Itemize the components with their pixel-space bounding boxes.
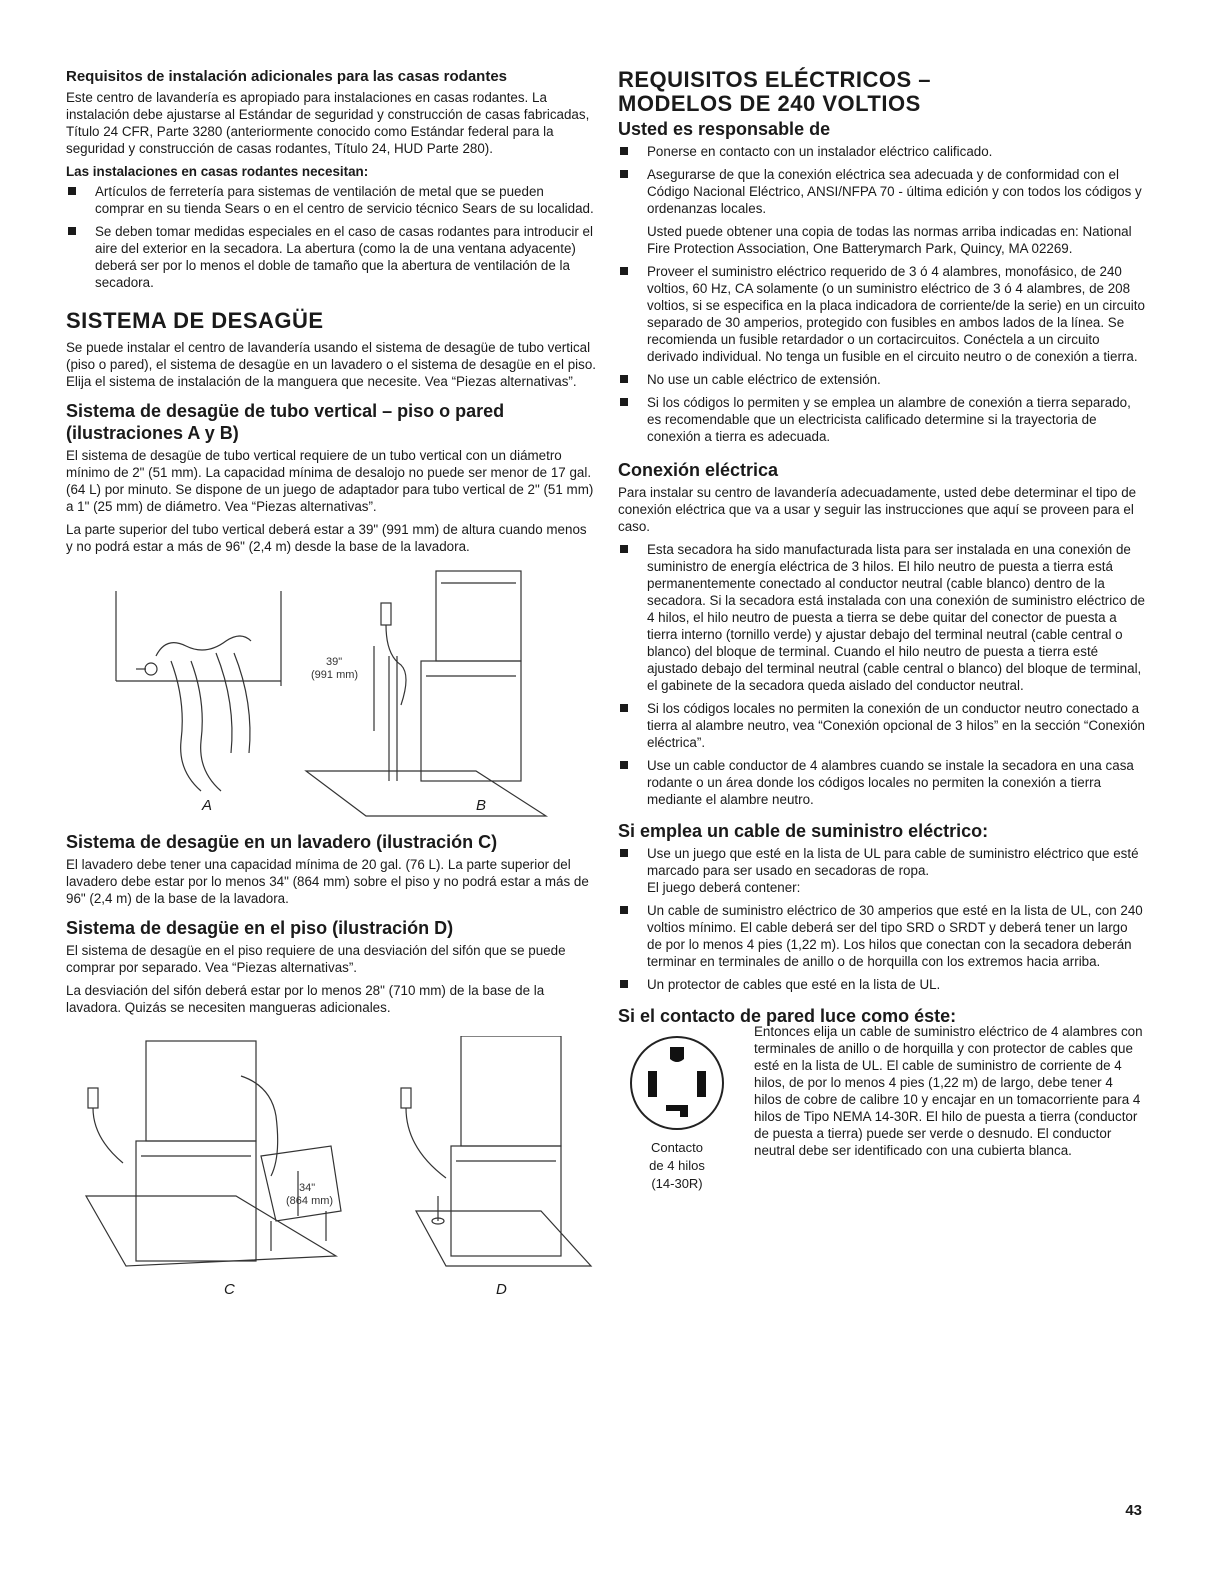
figure-b-drawing [306,571,546,816]
figure-a-b [66,561,596,821]
fig-c-dimension-2: (864 mm) [286,1195,334,1207]
bullet-item: Un cable de suministro eléctrico de 30 amperios que esté en la lista de UL, con 240 voltios mínimo. El cable deberá ser del tipo SRD o SRDT y deberá tener un largo de por lo menos 4 pies (1,22 m). Los hilos que conectan con la secadora deberán terminar en terminales de anillo o de horquilla con los extremos hacia arriba. [618,902,1146,970]
fig-c-dimension-1: 34" [299,1182,316,1194]
fig-b-dimension-1: 39" [326,656,343,668]
outlet-caption-1: Contacto [650,1140,704,1155]
right-column [618,68,1146,1213]
bullet-item: Proveer el suministro eléctrico requerido de 3 ó 4 alambres, monofásico, de 240 voltios, 60 Hz, CA solamente (o un suministro eléctrico de 3 ó 4 alambres, de 208 voltios, si se especifica en la placa indicadora de corriente/de la serie) en un circuito separado de 30 amperios, protegido con fusibles en ambos lados de la línea. Se recomienda un fusible retardador o un cortacircuitos. Conéctela a un circuito derivado individual. No tenga un fusible en el circuito neutro o de conexión a tierra. [618,263,1146,365]
electrical-connection-heading: Conexión eléctrica [618,460,779,480]
responsible-bullets [618,143,1146,217]
connection-bullets [618,541,1146,808]
bullet-item: Si los códigos lo permiten y se emplea un alambre de conexión a tierra separado, es recomendable que un electricista calificado determine si la trayectoria de conexión a tierra es adecuada. [618,394,1146,445]
mobile-home-heading: Requisitos de instalación adicionales para las casas rodantes [66,68,508,85]
bullet-item: Asegurarse de que la conexión eléctrica sea adecuada y de conformidad con el Código Nacional Eléctrico, ANSI/NFPA 70 - última edición y con todos los códigos y ordenanzas locales. [618,166,1146,217]
bullet-item: Use un cable conductor de 4 alambres cuando se instale la secadora en una casa rodante o un área donde los códigos locales no permiten la conexión a tierra mediante el alambre neutro. [618,757,1146,808]
cord-bullet-text: Use un juego que esté en la lista de UL para cable de suministro eléctrico que esté marcado para ser usado en secadoras de ropa. [647,846,1139,878]
figure-a-label: A [202,797,213,814]
fig-b-dimension-2: (991 mm) [311,669,359,681]
outlet-paragraph: Entonces elija un cable de suministro eléctrico de 4 alambres con terminales de anillo o de horquilla y con protector de cables que esté en la lista de UL. El cable de suministro de corriente de 4 hilos, de por lo menos 4 pies (1,22 m) de largo, debe tener 4 hilos de cobre de calibre 10 y encajar en un tomacorriente para 4 hilos de Tipo NEMA 14-30R. El hilo de puesta a tierra (conductor de puesta a tierra) puede ser verde o desnudo. El conductor neutral debe ser identificado con una cubierta blanca. [754,1024,1143,1158]
bullet-item: Se deben tomar medidas especiales en el caso de casas rodantes para introducir el aire del exterior en la secadora. La abertura (como la de una ventana adyacente) deberá ser por lo menos el doble de tamaño que la abertura de ventilación de la secadora. [66,223,596,291]
bullet-item: Un protector de cables que esté en la lista de UL. [618,976,1146,993]
drain-system-paragraph: Se puede instalar el centro de lavandería usando el sistema de desagüe de tubo vertical (piso o pared), el sistema de desagüe en un lavadero o el sistema de desagüe en el piso. Elija el sistema de instalación de la manguera que necesite. Vea “Piezas alternativas”. [66,340,597,389]
standpipe-paragraph-1: El sistema de desagüe de tubo vertical requiere de un tubo vertical con un diámetro mínimo de 2" (51 mm). La capacidad mínima de desalojo no puede ser menor de 17 gal. (64 L) por minuto. Se dispone de un juego de adaptador para tubo vertical de 2" (51 mm) a 1" (25 mm) de diámetro. Vea “Piezas alternativas”. [66,448,594,514]
laundry-tub-heading: Sistema de desagüe en un lavadero (ilustración C) [66,832,498,852]
electrical-title-line-1: REQUISITOS ELÉCTRICOS – [618,67,932,92]
laundry-tub-paragraph: El lavadero debe tener una capacidad mínima de 20 gal. (76 L). La parte superior del lavadero debe estar por lo menos 34" (864 mm) sobre el piso y no podrá estar a más de 96" (2,4 m) de la base de la lavadora. [66,857,589,906]
nfpa-note: Usted puede obtener una copia de todas las normas arriba indicadas en: National Fire Protection Association, One Batterymarch Park, Quincy, MA 02269. [647,224,1132,256]
mobile-home-needs-heading: Las instalaciones en casas rodantes necesitan: [66,164,369,179]
outlet-caption-3: (14-30R) [651,1176,703,1191]
figure-c-label: C [224,1281,235,1298]
bullet-item: Esta secadora ha sido manufacturada lista para ser instalada en una conexión de suministro de energía eléctrica de 3 hilos. El hilo neutro de puesta a tierra está permanentemente conectado al conductor neutral (cable blanco) dentro de la secadora. Si la secadora está instalada con una conexión de suministro eléctrico de 4 hilos, el hilo neutro de puesta a tierra se debe quitar del conector de puesta a tierra interno (tornillo verde) y ajustar debajo del terminal neutral (cable central o blanco) del bloque de terminal. Cuando el hilo neutro de puesta a tierra esté ajustado debajo del terminal neutral (cable central o blanco) del bloque de terminal, el gabinete de la secadora queda aislado del conductor neutral. [618,541,1146,694]
figure-d-label: D [496,1281,507,1298]
electrical-title-line-2: MODELOS DE 240 VOLTIOS [618,91,921,116]
responsible-heading: Usted es responsable de [618,119,831,139]
bullet-item: Si los códigos locales no permiten la conexión de un conductor neutro conectado a tierra al alambre neutro, vea “Conexión opcional de 3 hilos” en la sección “Conexión eléctrica”. [618,700,1146,751]
wall-outlet-heading: Si el contacto de pared luce como éste: [618,1006,957,1026]
power-cord-bullets [618,845,1146,993]
floor-drain-heading: Sistema de desagüe en el piso (ilustración D) [66,918,454,938]
outlet-figure [618,1033,736,1192]
figure-a-drawing [116,591,281,791]
figure-c-d [66,1036,596,1306]
outlet-section [618,1024,1146,1213]
figure-d-drawing [401,1036,591,1266]
cord-bullet-note: El juego deberá contener: [647,880,801,895]
bullet-item: No use un cable eléctrico de extensión. [618,371,1146,388]
figure-b-label: B [476,797,487,814]
mobile-home-bullets [66,183,596,291]
four-wire-outlet-icon [618,1033,736,1133]
bullet-item [618,845,1146,896]
floor-drain-paragraph-1: El sistema de desagüe en el piso requiere de una desviación del sifón que se puede comprar por separado. Vea “Piezas alternativas”. [66,943,566,975]
laundry-floor-illustration [66,1036,596,1276]
responsible-bullets-2 [618,263,1146,445]
page-number: 43 [1125,1502,1142,1519]
mobile-home-paragraph: Este centro de lavandería es apropiado para instalaciones en casas rodantes. La instalación debe ajustarse al Estándar de seguridad y construcción de casas fabricadas, Título 24 CFR, Parte 3280 (anteriormente conocido como Estándar federal para la seguridad y construcción de casas rodantes, Título 24, HUD Parte 280). [66,90,590,156]
floor-drain-paragraph-2: La desviación del sifón deberá estar por lo menos 28" (710 mm) de la base de la lavadora. Quizás se necesiten mangueras adicionales. [66,983,545,1015]
standpipe-paragraph-2: La parte superior del tubo vertical deberá estar a 39" (991 mm) de altura cuando menos y no podrá estar a más de 96" (2,4 m) desde la base de la lavadora. [66,522,587,554]
power-cord-heading: Si emplea un cable de suministro eléctrico: [618,821,989,841]
bullet-item: Artículos de ferretería para sistemas de ventilación de metal que se pueden comprar en su tienda Sears o en el centro de servicio técnico Sears de su localidad. [66,183,596,217]
electrical-connection-paragraph: Para instalar su centro de lavandería adecuadamente, usted debe determinar el tipo de conexión eléctrica que va a usar y seguir las instrucciones que aquí se proveen para el caso. [618,485,1137,534]
standpipe-heading: Sistema de desagüe de tubo vertical – piso o pared (ilustraciones A y B) [66,401,505,443]
standpipe-illustration [66,561,596,821]
figure-c-drawing [86,1041,341,1266]
bullet-item: Ponerse en contacto con un instalador eléctrico calificado. [618,143,1146,160]
outlet-caption-2: de 4 hilos [649,1158,705,1173]
left-column [66,68,596,1306]
drain-system-heading: SISTEMA DE DESAGÜE [66,308,324,333]
